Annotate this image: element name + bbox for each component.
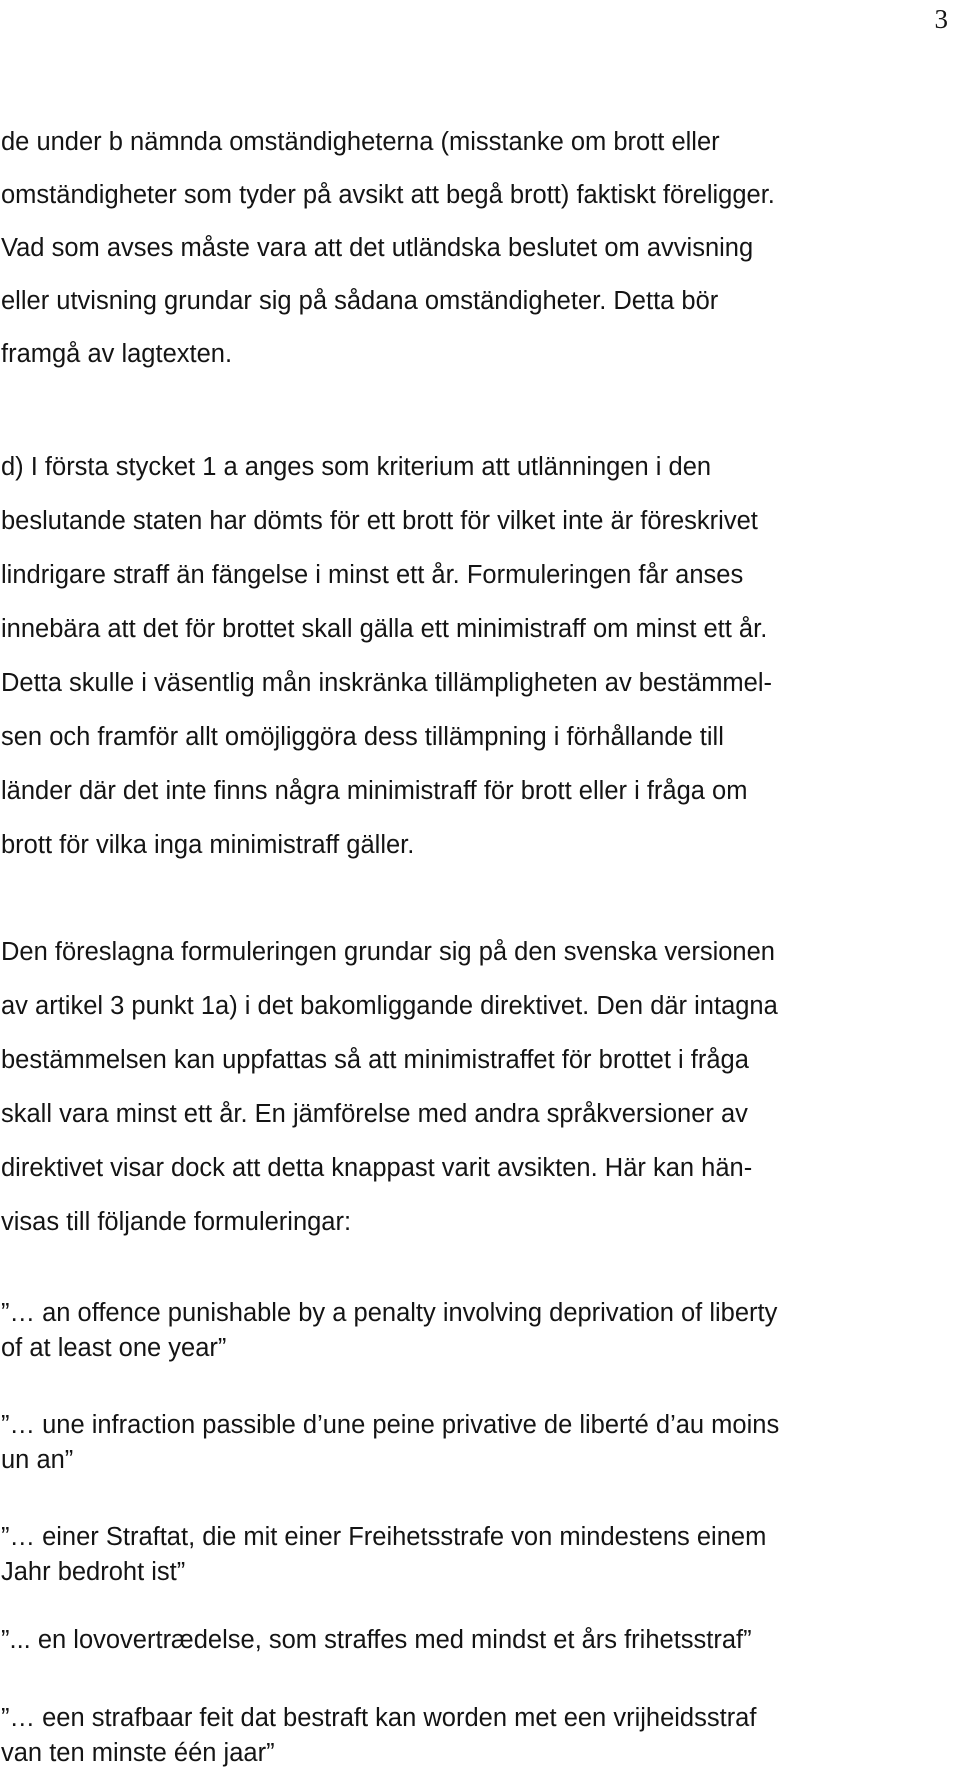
quote-line: un an” bbox=[1, 1446, 74, 1474]
text-line: visas till följande formuleringar: bbox=[1, 1208, 352, 1236]
quote-line: of at least one year” bbox=[1, 1334, 227, 1362]
quote-dutch bbox=[1, 1701, 951, 1771]
quote-german bbox=[1, 1520, 951, 1590]
quote-english bbox=[1, 1296, 951, 1366]
paragraph-grounds bbox=[1, 116, 951, 381]
text-line: d) I första stycket 1 a anges som kriterium att utlänningen i den bbox=[1, 453, 712, 481]
text-line: Detta skulle i väsentlig mån inskränka tillämpligheten av bestämmel- bbox=[1, 669, 773, 697]
quote-french bbox=[1, 1408, 951, 1478]
paragraph-point-d bbox=[1, 440, 951, 872]
text-line: Vad som avses måste vara att det utländska beslutet om avvisning bbox=[1, 234, 754, 262]
quote-line: ”… une infraction passible d’une peine privative de liberté d’au moins bbox=[1, 1411, 780, 1439]
quote-line: ”... en lovovertrædelse, som straffes med mindst et års frihetsstraf” bbox=[1, 1626, 752, 1654]
text-line: lindrigare straff än fängelse i minst ett år. Formuleringen får anses bbox=[1, 561, 744, 589]
paragraph-directive bbox=[1, 925, 951, 1249]
text-line: skall vara minst ett år. En jämförelse med andra språkversioner av bbox=[1, 1100, 748, 1128]
text-line: beslutande staten har dömts för ett brott för vilket inte är föreskrivet bbox=[1, 507, 758, 535]
quote-danish bbox=[1, 1623, 951, 1658]
text-line: omständigheter som tyder på avsikt att begå brott) faktiskt föreligger. bbox=[1, 181, 775, 209]
text-line: framgå av lagtexten. bbox=[1, 340, 233, 368]
quote-line: van ten minste één jaar” bbox=[1, 1739, 275, 1767]
text-line: länder där det inte finns några minimistraff för brott eller i fråga om bbox=[1, 777, 748, 805]
text-line: bestämmelsen kan uppfattas så att minimistraffet för brottet i fråga bbox=[1, 1046, 749, 1074]
text-line: av artikel 3 punkt 1a) i det bakomliggande direktivet. Den där intagna bbox=[1, 992, 778, 1020]
quote-line: Jahr bedroht ist” bbox=[1, 1558, 186, 1586]
text-line: eller utvisning grundar sig på sådana omständigheter. Detta bör bbox=[1, 287, 719, 315]
text-line: de under b nämnda omständigheterna (misstanke om brott eller bbox=[1, 128, 720, 156]
text-line: brott för vilka inga minimistraff gäller. bbox=[1, 831, 415, 859]
text-line: sen och framför allt omöjliggöra dess tillämpning i förhållande till bbox=[1, 723, 724, 751]
text-line: Den föreslagna formuleringen grundar sig på den svenska versionen bbox=[1, 938, 775, 966]
quote-line: ”… an offence punishable by a penalty involving deprivation of liberty bbox=[1, 1299, 778, 1327]
text-line: direktivet visar dock att detta knappast varit avsikten. Här kan hän- bbox=[1, 1154, 753, 1182]
page-number: 3 bbox=[934, 4, 948, 34]
quote-line: ”… een strafbaar feit dat bestraft kan worden met een vrijheidsstraf bbox=[1, 1704, 757, 1732]
quote-line: ”… einer Straftat, die mit einer Freihetsstrafe von mindestens einem bbox=[1, 1523, 767, 1551]
text-line: innebära att det för brottet skall gälla ett minimistraff om minst ett år. bbox=[1, 615, 768, 643]
